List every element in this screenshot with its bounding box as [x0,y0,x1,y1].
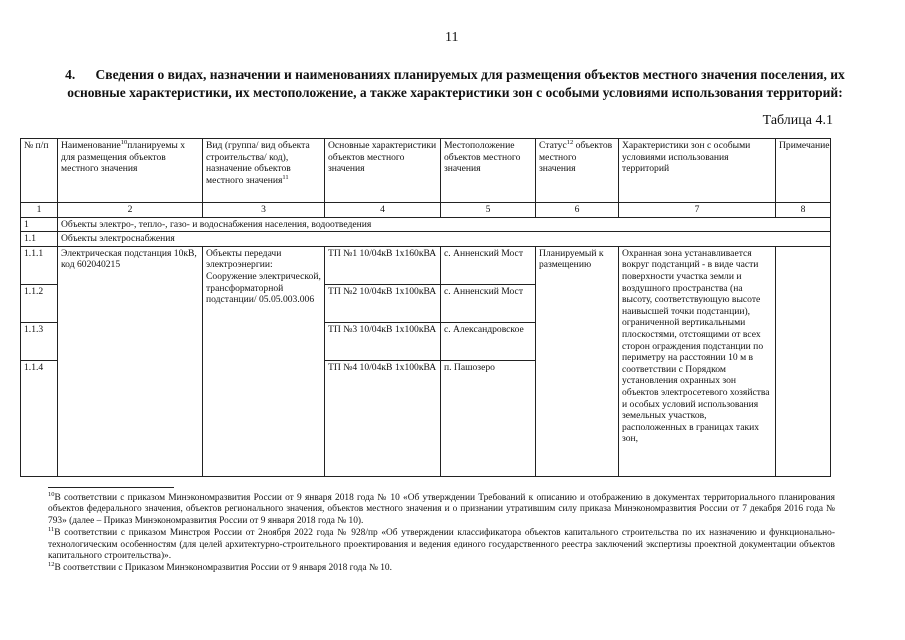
header-characteristics: Основные характеристики объектов местного значения [325,139,441,203]
section-num: 1 [21,217,58,232]
col-number: 7 [619,203,776,218]
col-number: 2 [58,203,203,218]
table-caption: Таблица 4.1 [762,113,833,128]
page-number: 11 [445,30,459,45]
object-name: Электрическая подстанция 10кВ, код 602040215 [58,246,203,476]
row-location: п. Пашозеро [441,360,536,476]
footnote: $^{12}$В соответствии с Приказом Минэкономразвития России от 9 января 2018 года № 10. [48,561,392,574]
row-location: с. Анненский Мост [441,246,536,284]
col-number: 5 [441,203,536,218]
row-characteristics: ТП №3 10/04кВ 1х100кВА [325,322,441,360]
col-number: 8 [776,203,831,218]
object-type: Объекты передачи электроэнергии: Сооружение электрической, трансформаторной подстанции/ 05.05.003.006 [203,246,325,476]
header-status: Статус$^{12}$ объектов местного значения [536,139,619,203]
col-number: 3 [203,203,325,218]
heading-number: 4. [65,67,76,82]
row-characteristics: ТП №4 10/04кВ 1х100кВА [325,360,441,476]
col-number: 6 [536,203,619,218]
footnote: $^{10}$В соответствии с приказом Минэкономразвития России от 9 января 2018 года № 10 «Об утверждении Требований к описанию и отображению в документах территориального планирования объектов федерального значения, объектов регионального значения, объектов местного значения и о признании утратившим силу приказа Минэкономразвития России от 7 декабря 2016 года № 793» (далее – Приказ Минэкономразвития России от 9 января 2018 года № 10). [48,491,835,526]
row-location: с. Анненский Мост [441,284,536,322]
subsection-row [21,232,831,247]
row-num: 1.1.1 [21,246,58,284]
footnote: $^{11}$В соответствии с приказом Минстроя России от 2ноября 2022 года № 928/пр «Об утверждении классификатора объектов капитального строительства по их назначению и функционально-технологическим особенностям (для целей архитектурно-строительного проектирования и ведения единого государственного реестра заключений экспертизы проектной документации объектов капитального строительства)». [48,526,835,562]
subsection-num: 1.1 [21,232,58,247]
row-characteristics: ТП №2 10/04кВ 1х100кВА [325,284,441,322]
header-num: № п/п [21,139,58,203]
zone-characteristics: Охранная зона устанавливается вокруг подстанций - в виде части поверхности участка земли и воздушного пространства (на высоту, соответствующую высоте наивысшей точки подстанции), ограниченной вертикальными плоскостями, отстоящими от всех сторон ограждения подстанции по периметру на расстоянии 10 м в соответствии с Порядком установления охранных зон объектов электросетевого хозяйства и особых условий использования земельных участков, расположенных в границах таких зон, [619,246,776,476]
section-heading [40,66,870,102]
row-characteristics: ТП №1 10/04кВ 1х160кВА [325,246,441,284]
header-location: Местоположение объектов местного значения [441,139,536,203]
col-number: 1 [21,203,58,218]
row-note [776,246,831,476]
footnotes [48,493,835,576]
header-note: Примечание [776,139,831,203]
row-num: 1.1.3 [21,322,58,360]
table-header-row [21,139,831,203]
column-number-row [21,203,831,218]
table-row [21,246,831,284]
section-title: Объекты электро-, тепло-, газо- и водоснабжения населения, водоотведения [58,217,831,232]
object-status: Планируемый к размещению [536,246,619,476]
footnote-separator [48,487,174,488]
row-num: 1.1.4 [21,360,58,476]
row-num: 1.1.2 [21,284,58,322]
row-location: с. Александровское [441,322,536,360]
header-zones: Характеристики зон с особыми условиями использования территорий [619,139,776,203]
col-number: 4 [325,203,441,218]
planned-objects-table [20,138,831,477]
subsection-title: Объекты электроснабжения [58,232,831,247]
header-name: Наименование$^{10}$планируемы х для размещения объектов местного значения [58,139,203,203]
heading-text: Сведения о видах, назначении и наименованиях планируемых для размещения объектов местного значения поселения, их основные характеристики, их местоположение, а также характеристики зон с особыми условиями использования территорий: [67,67,845,100]
header-type: Вид (группа/ вид объекта строительства/ код), назначение объектов местного значения$^{11}$ [203,139,325,203]
section-row [21,217,831,232]
